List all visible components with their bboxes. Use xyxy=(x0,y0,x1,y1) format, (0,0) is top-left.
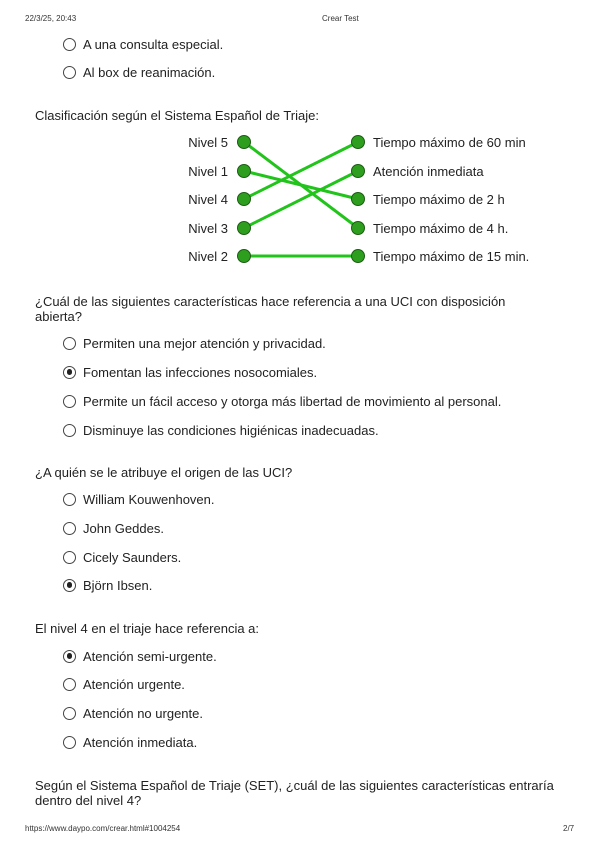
left-label-nivel-4: Nivel 4 xyxy=(188,192,228,207)
right-connector-dot-5[interactable] xyxy=(352,250,365,263)
left-connector-dot-2[interactable] xyxy=(238,165,251,178)
option-nivel4-2[interactable] xyxy=(63,675,185,693)
option-uci-2[interactable] xyxy=(63,363,317,381)
question-triage-classification: Clasificación según el Sistema Español de Triaje: xyxy=(35,108,319,123)
print-page-number: 2/7 xyxy=(563,824,575,833)
option-label: Atención no urgente. xyxy=(83,705,203,721)
radio-button[interactable] xyxy=(63,424,76,437)
option-origen-1[interactable] xyxy=(63,490,215,508)
option-uci-3[interactable] xyxy=(63,392,501,410)
option-uci-4[interactable] xyxy=(63,421,379,439)
option-label: John Geddes. xyxy=(83,520,164,536)
print-datetime: 22/3/25, 20:43 xyxy=(25,14,77,23)
question-nivel-4: El nivel 4 en el triaje hace referencia a: xyxy=(35,621,260,636)
radio-button-checked[interactable] xyxy=(63,366,76,379)
connector-line-4 xyxy=(244,171,358,228)
right-label-atencion-inmediata: Atención inmediata xyxy=(373,164,484,179)
option-label: Al box de reanimación. xyxy=(83,64,216,80)
option-label: Atención semi-urgente. xyxy=(83,648,217,664)
print-url: https://www.daypo.com/crear.html#1004254 xyxy=(25,824,181,833)
option-label: A una consulta especial. xyxy=(83,36,224,52)
left-connector-dot-3[interactable] xyxy=(238,193,251,206)
radio-button[interactable] xyxy=(63,551,76,564)
right-label-2-h: Tiempo máximo de 2 h xyxy=(373,192,505,207)
right-label-4-h: Tiempo máximo de 4 h. xyxy=(373,221,509,236)
right-connector-dot-2[interactable] xyxy=(352,165,365,178)
radio-button[interactable] xyxy=(63,678,76,691)
option-origen-3[interactable] xyxy=(63,548,181,566)
radio-button[interactable] xyxy=(63,707,76,720)
question-origen-uci: ¿A quién se le atribuye el origen de las UCI? xyxy=(35,465,293,480)
connector-line-2 xyxy=(244,171,358,199)
option-label: William Kouwenhoven. xyxy=(83,491,215,507)
option-nivel4-3[interactable] xyxy=(63,704,203,722)
option-origen-2[interactable] xyxy=(63,519,164,537)
radio-button[interactable] xyxy=(63,395,76,408)
right-label-15-min: Tiempo máximo de 15 min. xyxy=(373,249,530,264)
radio-button-checked[interactable] xyxy=(63,579,76,592)
option-uci-1[interactable] xyxy=(63,334,326,352)
radio-button[interactable] xyxy=(63,493,76,506)
option-label: Disminuye las condiciones higiénicas inadecuadas. xyxy=(83,422,379,438)
option-label: Cicely Saunders. xyxy=(83,549,182,565)
right-connector-dot-1[interactable] xyxy=(352,136,365,149)
option-origen-4[interactable] xyxy=(63,576,152,594)
left-label-nivel-5: Nivel 5 xyxy=(188,135,228,150)
option-nivel4-4[interactable] xyxy=(63,733,197,751)
left-label-nivel-3: Nivel 3 xyxy=(188,221,228,236)
left-connector-dot-1[interactable] xyxy=(238,136,251,149)
right-label-60-min: Tiempo máximo de 60 min xyxy=(373,135,526,150)
question-set-nivel-4: Según el Sistema Español de Triaje (SET), ¿cuál de las siguientes características entraría dentro del nivel 4? xyxy=(35,778,554,808)
left-label-nivel-2: Nivel 2 xyxy=(188,249,228,264)
option-label: Atención inmediata. xyxy=(83,734,198,750)
radio-button-checked[interactable] xyxy=(63,650,76,663)
left-label-nivel-1: Nivel 1 xyxy=(188,164,228,179)
right-connector-dot-3[interactable] xyxy=(352,193,365,206)
radio-button[interactable] xyxy=(63,522,76,535)
left-connector-dot-5[interactable] xyxy=(238,250,251,263)
option-label: Björn Ibsen. xyxy=(83,577,153,593)
option-nivel4-1[interactable] xyxy=(63,647,217,665)
option-label: Fomentan las infecciones nosocomiales. xyxy=(83,364,318,380)
option-label: Permiten una mejor atención y privacidad. xyxy=(83,335,326,351)
left-connector-dot-4[interactable] xyxy=(238,222,251,235)
right-connector-dot-4[interactable] xyxy=(352,222,365,235)
option-label: Permite un fácil acceso y otorga más libertad de movimiento al personal. xyxy=(83,393,502,409)
option-label: Atención urgente. xyxy=(83,676,185,692)
question-uci-abierta: ¿Cuál de las siguientes características hace referencia a una UCI con disposición abierta? xyxy=(35,294,506,324)
print-page-title: Crear Test xyxy=(322,14,359,23)
connector-line-3 xyxy=(244,142,358,199)
radio-button[interactable] xyxy=(63,337,76,350)
radio-button[interactable] xyxy=(63,736,76,749)
